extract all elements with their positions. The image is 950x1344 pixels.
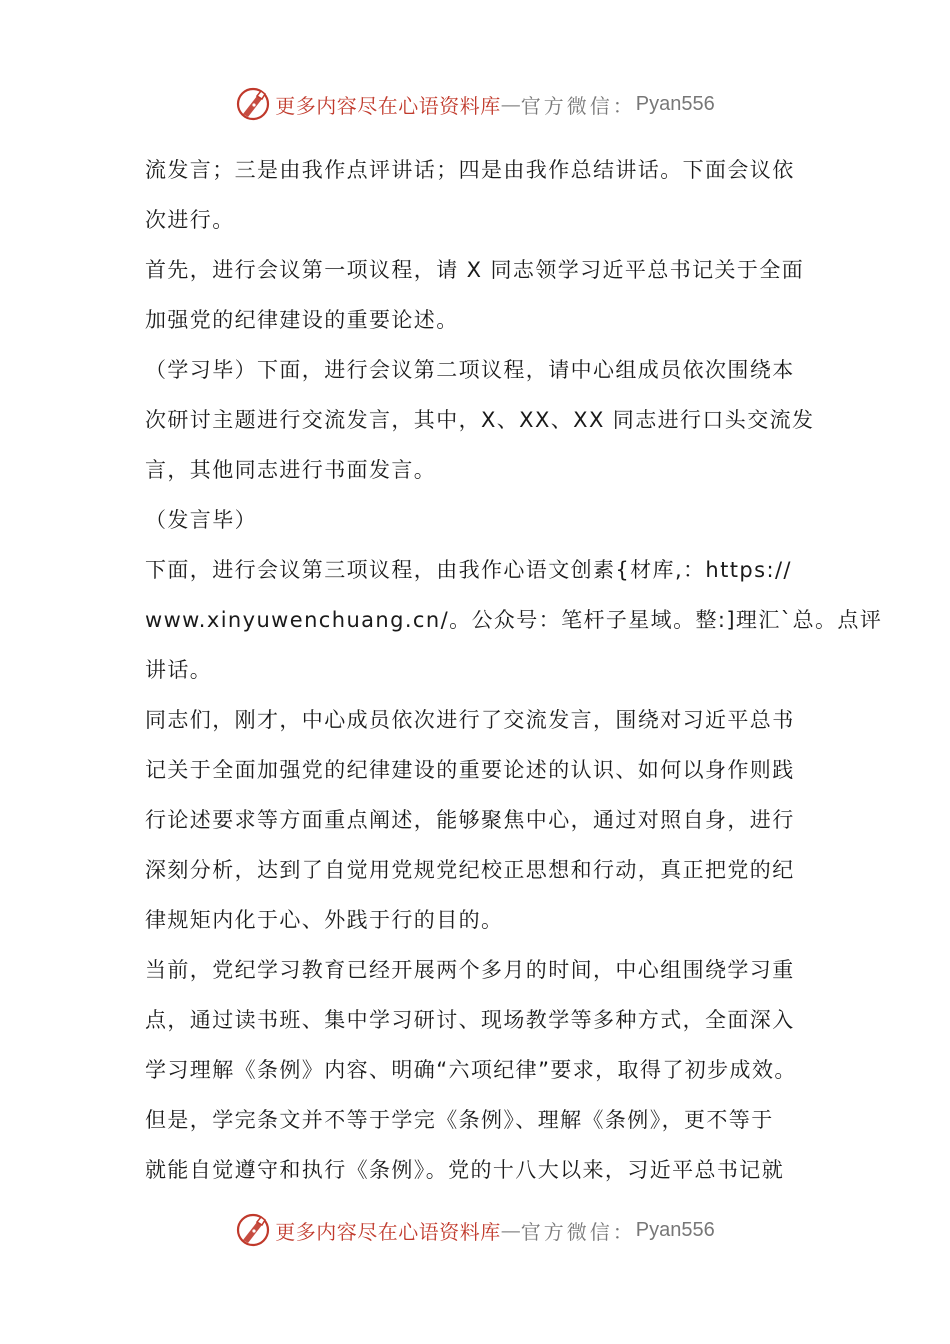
text-line: 当前，党纪学习教育已经开展两个多月的时间，中心组围绕学习重 xyxy=(145,958,795,982)
text-line: www.xinyuwenchuang.cn/。公众号：笔杆子星域。整:]理汇`总。点评 xyxy=(145,608,883,632)
text-line: 流发言；三是由我作点评讲话；四是由我作总结讲话。下面会议依 xyxy=(145,158,795,182)
banner-red-text: 更多内容尽在心语资料库 xyxy=(275,93,501,118)
text-line: 学习理解《条例》内容、明确“六项纪律”要求，取得了初步成效。 xyxy=(145,1058,797,1082)
banner-dash: — xyxy=(500,1218,521,1242)
text-line: 言，其他同志进行书面发言。 xyxy=(145,458,437,482)
text-line: （学习毕）下面，进行会议第二项议程，请中心组成员依次围绕本 xyxy=(145,358,795,382)
footer-banner xyxy=(0,1210,950,1250)
text-line: 加强党的纪律建设的重要论述。 xyxy=(145,308,459,332)
header-banner xyxy=(0,84,950,124)
banner-wechat-id: Pyan556 xyxy=(635,1218,715,1241)
banner-gray-text: 官方微信： xyxy=(520,1219,636,1244)
document-body xyxy=(145,145,883,1195)
text-line: 但是，学完条文并不等于学完《条例》、理解《条例》，更不等于 xyxy=(145,1108,774,1132)
text-line: 律规矩内化于心、外践于行的目的。 xyxy=(145,908,504,932)
text-line: 深刻分析，达到了自觉用党规党纪校正思想和行动，真正把党的纪 xyxy=(145,858,795,882)
text-line: 点，通过读书班、集中学习研讨、现场教学等多种方式，全面深入 xyxy=(145,1008,795,1032)
text-line: 同志们，刚才，中心成员依次进行了交流发言，围绕对习近平总书 xyxy=(145,708,795,732)
banner-wechat-id: Pyan556 xyxy=(635,92,715,115)
banner-gray-text: 官方微信： xyxy=(520,93,636,118)
pen-nib-logo-icon xyxy=(235,1212,271,1248)
text-line: 行论述要求等方面重点阐述，能够聚焦中心，通过对照自身，进行 xyxy=(145,808,795,832)
text-line: 记关于全面加强党的纪律建设的重要论述的认识、如何以身作则践 xyxy=(145,758,795,782)
pen-nib-logo-icon xyxy=(235,86,271,122)
text-line: 次进行。 xyxy=(145,208,235,232)
text-line: 就能自觉遵守和执行《条例》。党的十八大以来，习近平总书记就 xyxy=(145,1158,785,1182)
banner-dash: — xyxy=(500,92,521,116)
text-line: （发言毕） xyxy=(145,508,257,532)
text-line: 首先，进行会议第一项议程，请 X 同志领学习近平总书记关于全面 xyxy=(145,258,805,282)
text-line: 下面，进行会议第三项议程，由我作心语文创素{材库,：https:// xyxy=(145,558,792,582)
text-line: 讲话。 xyxy=(145,658,213,682)
text-line: 次研讨主题进行交流发言，其中，X、XX、XX 同志进行口头交流发 xyxy=(145,408,815,432)
banner-red-text: 更多内容尽在心语资料库 xyxy=(275,1219,501,1244)
